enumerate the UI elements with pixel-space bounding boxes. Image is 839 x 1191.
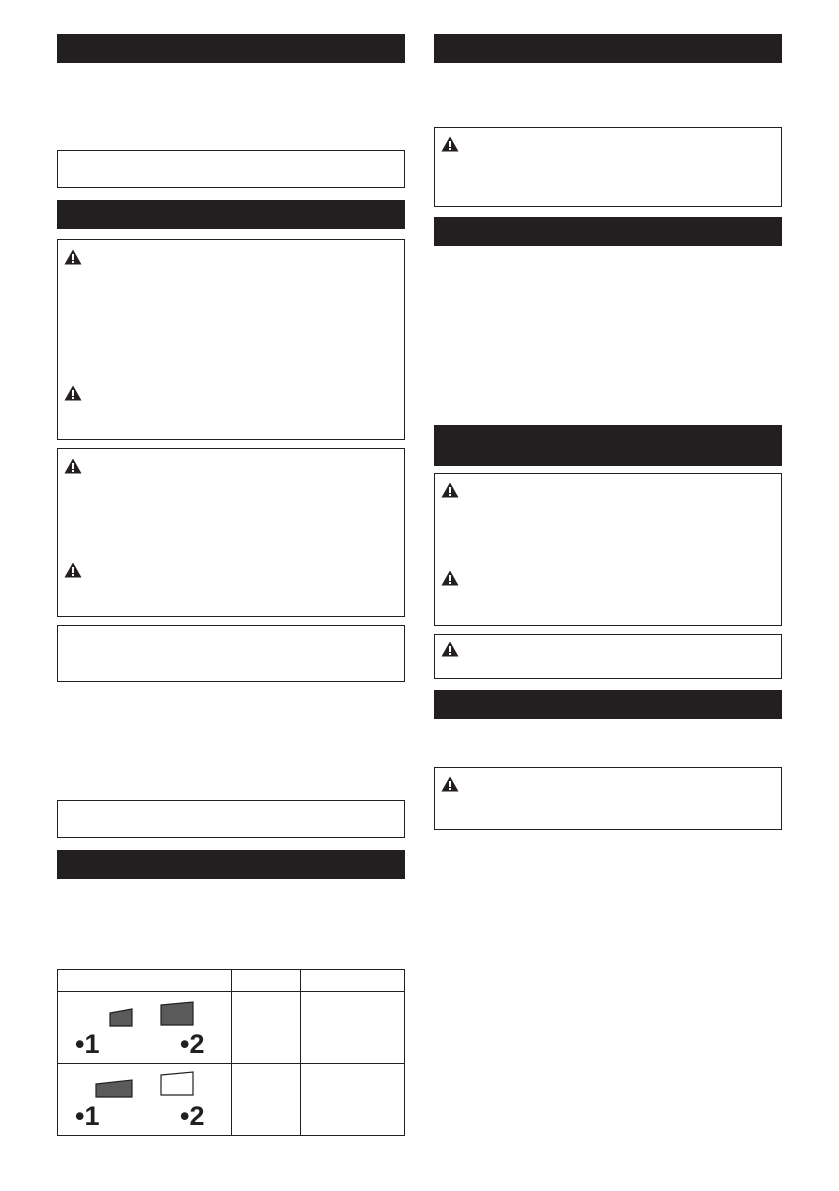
warning-triangle-icon xyxy=(441,570,459,586)
table-header-row xyxy=(58,970,405,992)
table-row xyxy=(58,992,405,1064)
indicator-segment-1 xyxy=(109,1008,133,1027)
note-box xyxy=(57,150,405,188)
section-header-bar xyxy=(57,34,405,63)
table-header-cell xyxy=(301,970,405,992)
warning-box xyxy=(434,767,782,830)
warning-triangle-icon xyxy=(64,562,82,578)
warning-triangle-icon xyxy=(64,385,82,401)
table-header-cell xyxy=(58,970,232,992)
section-header-bar xyxy=(434,34,782,63)
indicator-label-2: •2 xyxy=(180,1100,205,1131)
indicator-segment-2 xyxy=(160,1071,194,1096)
warning-triangle-icon xyxy=(441,136,459,152)
warning-box xyxy=(434,634,782,679)
section-header-bar xyxy=(434,690,782,719)
indicator-label-1: •1 xyxy=(75,1028,100,1059)
indicator-label-2: •2 xyxy=(180,1028,205,1059)
indicator-cell xyxy=(58,992,232,1064)
warning-box xyxy=(57,448,405,617)
warning-triangle-icon xyxy=(64,249,82,265)
section-header-bar xyxy=(434,217,782,246)
warning-triangle-icon xyxy=(441,641,459,657)
table-header-cell xyxy=(231,970,300,992)
warning-triangle-icon xyxy=(441,776,459,792)
note-box xyxy=(57,625,405,682)
section-header-bar xyxy=(57,850,405,879)
section-header-bar xyxy=(434,425,782,466)
indicator-segment-2 xyxy=(160,1001,194,1026)
section-header-bar xyxy=(57,200,405,229)
table-cell xyxy=(231,1064,300,1136)
battery-indicator-table xyxy=(57,969,405,1136)
indicator-label-1: •1 xyxy=(75,1100,100,1131)
battery-level-indicator xyxy=(58,1065,230,1135)
warning-box xyxy=(57,239,405,440)
battery-level-indicator xyxy=(58,993,230,1063)
warning-triangle-icon xyxy=(441,482,459,498)
table-cell xyxy=(231,992,300,1064)
indicator-segment-1 xyxy=(95,1079,133,1098)
table-row xyxy=(58,1064,405,1136)
note-box xyxy=(57,800,405,838)
indicator-cell xyxy=(58,1064,232,1136)
table-cell xyxy=(301,1064,405,1136)
warning-box xyxy=(434,473,782,626)
warning-triangle-icon xyxy=(64,458,82,474)
warning-box xyxy=(434,127,782,207)
table-cell xyxy=(301,992,405,1064)
